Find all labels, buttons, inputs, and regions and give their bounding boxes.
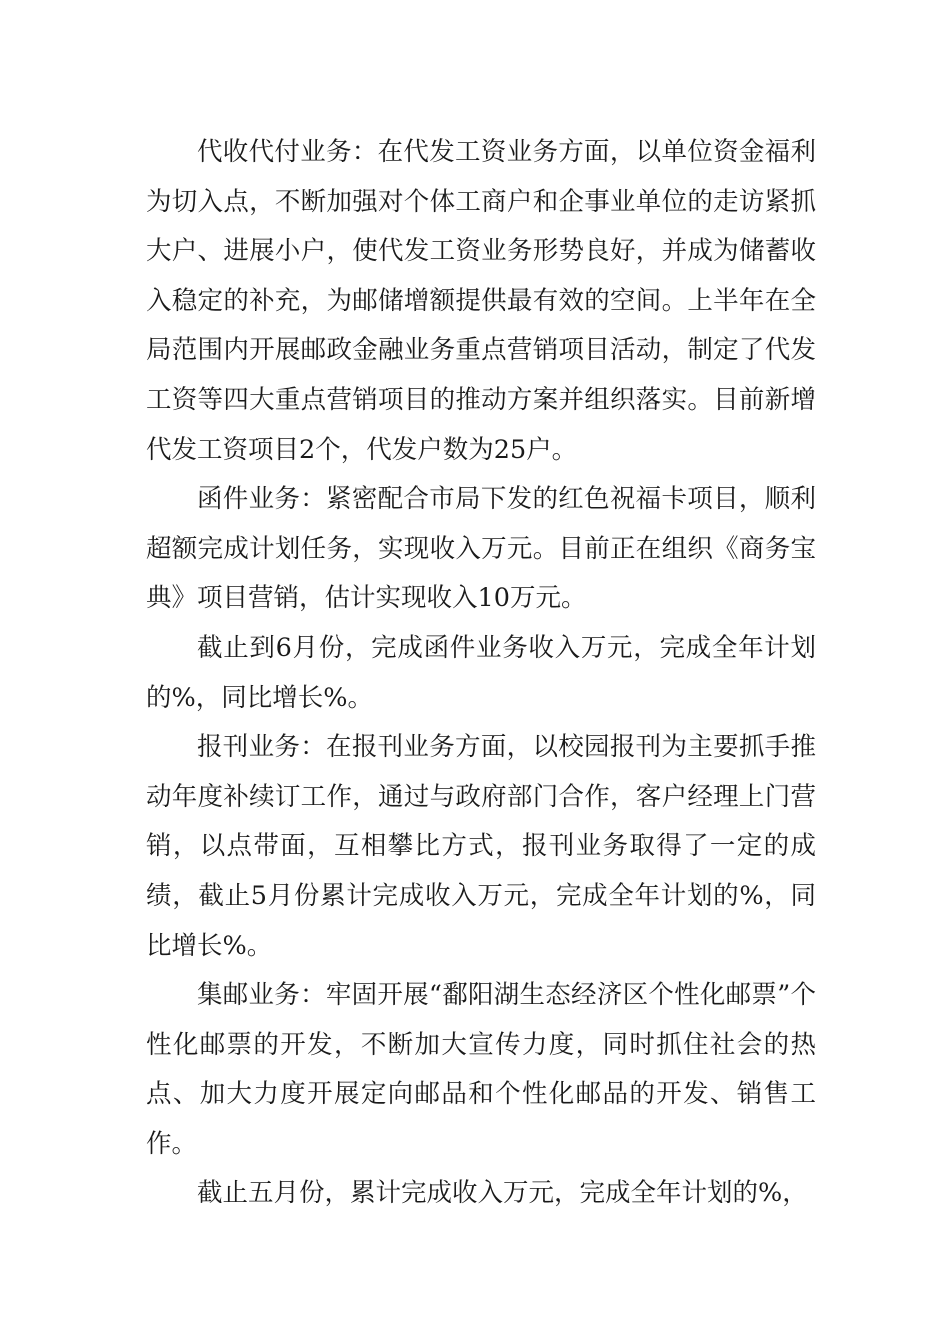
paragraph-agency-payment: 代收代付业务：在代发工资业务方面，以单位资金福利为切入点，不断加强对个体工商户和企事业单位的走访紧抓大户、进展小户，使代发工资业务形势良好，并成为储蓄收入稳定的补充，为邮储增额提供最有效的空间。上半年在全局范围内开展邮政金融业务重点营销项目活动，制定了代发工资等四大重点营销项目的推动方案并组织落实。目前新增代发工资项目2个，代发户数为25户。: [146, 137, 816, 465]
paragraph-philately-summary: 截止五月份，累计完成收入万元，完成全年计划的%，: [197, 1178, 808, 1209]
paragraph-newspaper-business: 报刊业务：在报刊业务方面，以校园报刊为主要抓手推动年度补续订工作，通过与政府部门合作，客户经理上门营销，以点带面，互相攀比方式，报刊业务取得了一定的成绩，截止5月份累计完成收入万元，完成全年计划的%，同比增长%。: [146, 732, 816, 961]
paragraph-letter-business: 函件业务：紧密配合市局下发的红色祝福卡项目，顺利超额完成计划任务，实现收入万元。目前正在组织《商务宝典》项目营销，估计实现收入10万元。: [146, 484, 816, 614]
paragraph-letter-summary: 截止到6月份，完成函件业务收入万元，完成全年计划的%，同比增长%。: [146, 632, 816, 713]
paragraph-philately-business: 集邮业务：牢固开展“鄱阳湖生态经济区个性化邮票”个性化邮票的开发，不断加大宣传力度，同时抓住社会的热点、加大力度开展定向邮品和个性化邮品的开发、销售工作。: [146, 980, 816, 1159]
document-body: [146, 128, 816, 1219]
